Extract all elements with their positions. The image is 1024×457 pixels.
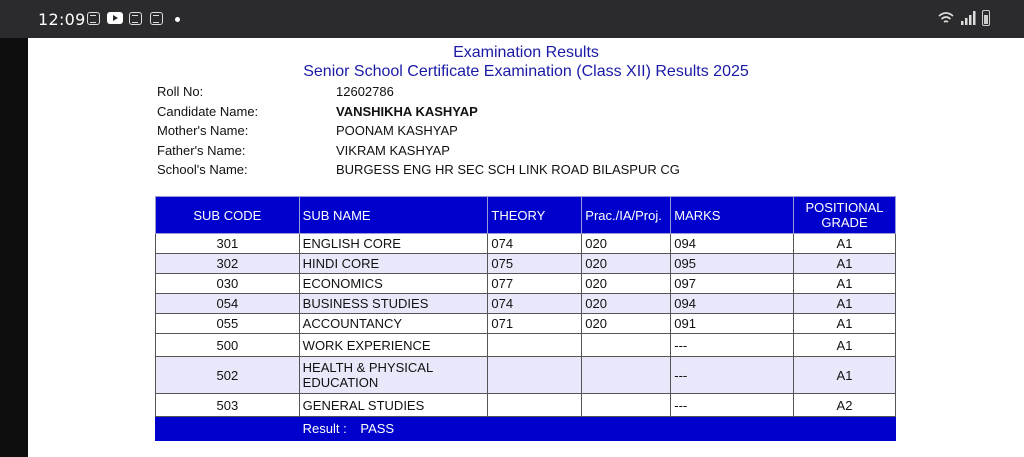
page-title: Examination Results [453,44,599,61]
candidate-name-value: VANSHIKHA KASHYAP [336,103,478,119]
grade-cell: A2 [794,394,896,417]
sub-name-cell: ENGLISH CORE [299,234,488,254]
marks-cell: 095 [671,254,794,274]
mother-name-label: Mother's Name: [157,123,249,138]
theory-cell: 074 [488,234,582,254]
results-table [155,196,896,441]
app-grid-icon [150,12,163,25]
theory-cell: 077 [488,274,582,294]
status-time: 12:09 [38,10,86,29]
table-row [156,394,896,417]
sub-code-cell: 030 [156,274,300,294]
theory-cell [488,357,582,394]
sub-name-cell: GENERAL STUDIES [299,394,488,417]
page-subtitle: Senior School Certificate Examination (Class XII) Results 2025 [303,63,749,80]
marks-cell: 097 [671,274,794,294]
header-theory: THEORY [488,197,582,234]
practical-cell [582,357,671,394]
marks-cell: 094 [671,294,794,314]
mother-name-value: POONAM KASHYAP [336,123,458,138]
school-name-value: BURGESS ENG HR SEC SCH LINK ROAD BILASPUR CG [336,162,680,177]
table-row [156,334,896,357]
roll-label: Roll No: [157,84,204,99]
header-marks: MARKS [671,197,794,234]
sub-code-cell: 502 [156,357,300,394]
grade-cell: A1 [794,294,896,314]
theory-cell: 075 [488,254,582,274]
result-value: PASS [360,421,395,436]
sub-code-cell: 055 [156,314,300,334]
father-name-value: VIKRAM KASHYAP [336,142,450,158]
marks-cell: --- [671,394,794,417]
sub-code-cell: 301 [156,234,300,254]
practical-cell: 020 [582,254,671,274]
table-header-row [156,197,896,234]
table-row [156,234,896,254]
sub-code-cell: 500 [156,334,300,357]
marks-cell: 094 [671,234,794,254]
app-grid-icon [87,12,100,25]
practical-cell: 020 [582,274,671,294]
father-name-label: Father's Name: [157,142,246,158]
sub-name-cell: HINDI CORE [299,254,488,274]
grade-cell: A1 [794,274,896,294]
signal-icon [961,11,976,25]
candidate-name-label: Candidate Name: [157,103,259,119]
app-grid-icon [129,12,142,25]
wifi-icon [938,11,954,25]
sub-code-cell: 054 [156,294,300,314]
table-row [156,314,896,334]
theory-cell: 071 [488,314,582,334]
result-row [156,417,896,441]
practical-cell: 020 [582,314,671,334]
practical-cell [582,394,671,417]
result-spacer [156,417,300,441]
sub-name-cell: ECONOMICS [299,274,488,294]
sub-code-cell: 503 [156,394,300,417]
grade-cell: A1 [794,234,896,254]
candidate-info [157,84,680,182]
table-row [156,294,896,314]
grade-cell: A1 [794,314,896,334]
grade-cell: A1 [794,357,896,394]
marks-cell: --- [671,334,794,357]
practical-cell [582,334,671,357]
header-positional-grade: POSITIONAL GRADE [794,197,896,234]
header-sub-name: SUB NAME [299,197,488,234]
grade-cell: A1 [794,254,896,274]
notification-dot-icon [175,17,180,22]
theory-cell [488,394,582,417]
school-name-label: School's Name: [157,162,248,177]
left-edge [0,38,28,457]
grade-cell: A1 [794,334,896,357]
battery-icon [982,10,990,26]
table-row [156,254,896,274]
results-page [28,38,1024,457]
result-label: Result : [302,421,347,436]
marks-cell: --- [671,357,794,394]
sub-name-cell: HEALTH & PHYSICAL EDUCATION [299,357,488,394]
header-sub-code: SUB CODE [156,197,300,234]
theory-cell: 074 [488,294,582,314]
result-cell [299,417,895,441]
sub-name-cell: ACCOUNTANCY [299,314,488,334]
sub-name-cell: BUSINESS STUDIES [299,294,488,314]
sub-code-cell: 302 [156,254,300,274]
practical-cell: 020 [582,234,671,254]
table-row [156,274,896,294]
theory-cell [488,334,582,357]
practical-cell: 020 [582,294,671,314]
status-bar [0,0,1024,38]
sub-name-cell: WORK EXPERIENCE [299,334,488,357]
header-practical: Prac./IA/Proj. [582,197,671,234]
table-row [156,357,896,394]
youtube-icon [107,12,123,24]
roll-value: 12602786 [336,84,394,99]
marks-cell: 091 [671,314,794,334]
